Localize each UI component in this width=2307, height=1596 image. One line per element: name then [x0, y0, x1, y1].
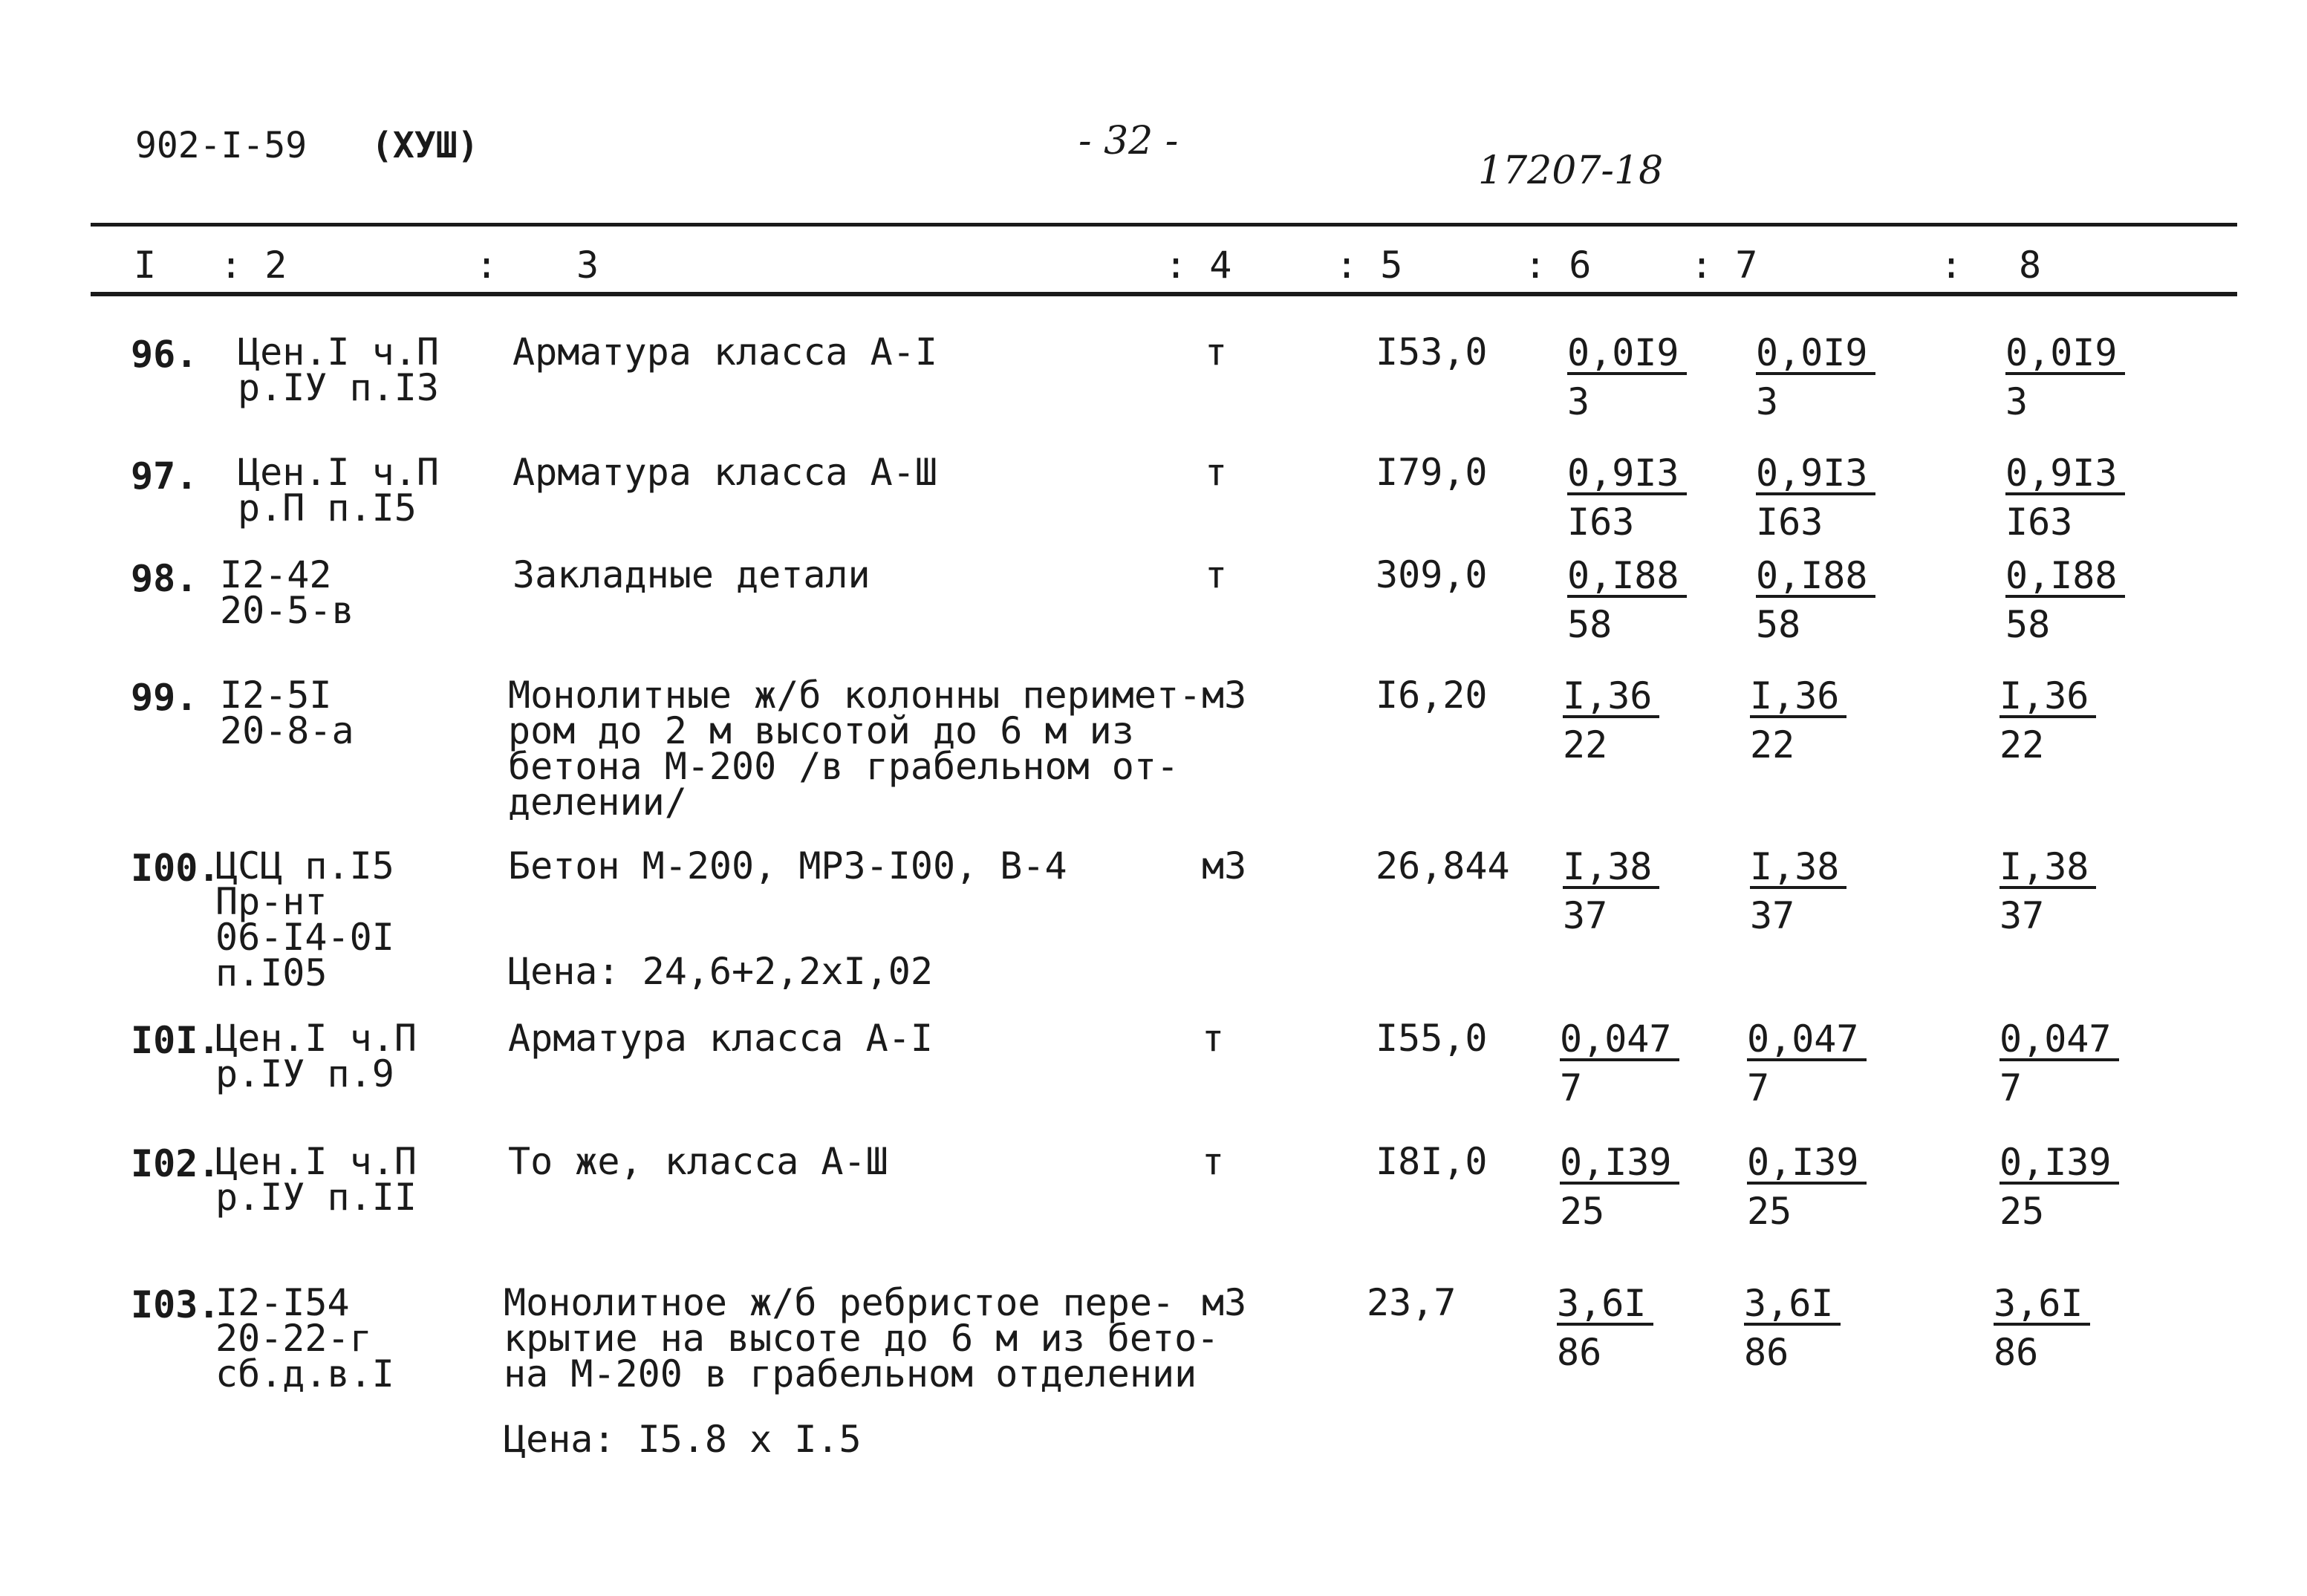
column-separator: : [475, 244, 498, 287]
document-code: 902-I-59 [135, 125, 308, 166]
value-top: 0,I39 [1560, 1143, 1679, 1185]
value-bottom: I63 [2005, 501, 2073, 544]
price-reference: Цен.I ч.П р.П п.I5 [238, 451, 439, 530]
value-top: 0,I88 [2005, 556, 2125, 598]
document-suffix: (ХУШ) [371, 125, 479, 166]
price-note: Цена: I5.8 х I.5 [504, 1418, 862, 1461]
column-8-value [1999, 845, 2096, 938]
value-top: I,36 [1750, 677, 1846, 718]
value-top: 0,047 [1747, 1020, 1867, 1061]
value-top: I,38 [1999, 847, 2096, 889]
value-top: 0,047 [1999, 1020, 2119, 1061]
price-reference: Цен.I ч.П р.IУ п.I3 [238, 330, 439, 409]
column-6-value [1563, 845, 1659, 938]
item-description: Бетон М-200, МРЗ-I00, В-4 [508, 844, 1067, 887]
value-bottom: 22 [1563, 723, 1608, 766]
quantity: I53,0 [1376, 330, 1488, 374]
table-header-rule [91, 292, 2237, 296]
value-bottom: 58 [1567, 603, 1613, 646]
quantity: I6,20 [1376, 674, 1488, 717]
value-bottom: 22 [1999, 723, 2045, 766]
table-top-rule [91, 223, 2237, 227]
quantity: I8I,0 [1376, 1140, 1488, 1183]
column-6-value [1560, 1141, 1679, 1234]
column-8-value [1999, 674, 2096, 767]
value-top: 0,I39 [1747, 1143, 1867, 1185]
unit: м3 [1202, 844, 1247, 887]
row-number: 99. [131, 676, 198, 719]
value-top: 0,047 [1560, 1020, 1679, 1061]
item-description: Монолитные ж/б колонны перимет- ром до 2 м высотой до 6 м из бетона М-200 /в грабельном от- делении/ [508, 674, 1202, 824]
handwritten-reference: 17207-18 [1478, 149, 1664, 193]
page-number: - 32 - [1078, 119, 1179, 163]
value-top: 0,9I3 [1567, 454, 1687, 495]
value-bottom: 25 [1999, 1190, 2045, 1233]
column-7-value [1756, 452, 1875, 544]
value-bottom: 7 [1747, 1066, 1770, 1110]
row-number: I00. [131, 847, 221, 890]
price-reference: I2-5I 20-8-а [220, 674, 354, 752]
price-reference: Цен.I ч.П р.IУ п.II [215, 1140, 417, 1219]
value-top: 0,0I9 [1756, 333, 1875, 375]
value-bottom: 3 [1756, 380, 1779, 423]
quantity: I55,0 [1376, 1017, 1488, 1060]
item-description: Монолитное ж/б ребристое пере- крытие на высоте до 6 м из бето- на М-200 в грабельном отделении [504, 1281, 1220, 1395]
unit: м3 [1202, 1281, 1247, 1324]
quantity: 23,7 [1367, 1281, 1457, 1324]
value-top: 0,I88 [1567, 556, 1687, 598]
value-top: I,38 [1750, 847, 1846, 889]
column-6-value [1560, 1017, 1679, 1110]
column-7-value [1756, 554, 1875, 647]
column-header-7: : 7 [1691, 244, 1758, 287]
column-header-5: : 5 [1335, 244, 1403, 287]
value-top: 0,9I3 [2005, 454, 2125, 495]
column-7-value [1750, 674, 1846, 767]
column-8-value [1994, 1282, 2090, 1375]
column-6-value [1563, 674, 1659, 767]
value-top: 0,0I9 [1567, 333, 1687, 375]
value-top: 3,6I [1744, 1284, 1841, 1326]
unit: т [1205, 553, 1228, 596]
value-bottom: 37 [1563, 894, 1608, 937]
quantity: 26,844 [1376, 844, 1510, 887]
item-description: Арматура класса А-Ш [513, 451, 937, 494]
column-7-value [1750, 845, 1846, 938]
column-7-value [1744, 1282, 1841, 1375]
item-description: Арматура класса А-I [508, 1017, 933, 1060]
column-8-value [1999, 1017, 2119, 1110]
value-top: I,38 [1563, 847, 1659, 889]
value-bottom: I63 [1756, 501, 1823, 544]
value-bottom: 37 [1999, 894, 2045, 937]
row-number: I03. [131, 1283, 221, 1326]
value-bottom: I63 [1567, 501, 1635, 544]
unit: т [1205, 330, 1228, 374]
quantity: I79,0 [1376, 451, 1488, 494]
column-separator: : [1940, 244, 1963, 287]
row-number: I02. [131, 1142, 221, 1185]
value-top: 0,9I3 [1756, 454, 1875, 495]
column-7-value [1756, 331, 1875, 424]
value-bottom: 3 [1567, 380, 1590, 423]
column-7-value [1747, 1141, 1867, 1234]
value-bottom: 86 [1994, 1331, 2039, 1374]
item-description: Арматура класса А-I [513, 330, 937, 374]
column-header-3: 3 [576, 244, 599, 287]
row-number: 97. [131, 455, 198, 498]
column-8-value [2005, 554, 2125, 647]
value-top: 3,6I [1557, 1284, 1653, 1326]
unit: т [1205, 451, 1228, 494]
row-number: 96. [131, 333, 198, 376]
item-description: То же, класса А-Ш [508, 1140, 888, 1183]
quantity: 309,0 [1376, 553, 1488, 596]
column-header-2: : 2 [220, 244, 287, 287]
value-bottom: 25 [1560, 1190, 1605, 1233]
price-reference: I2-42 20-5-в [220, 553, 354, 632]
value-bottom: 25 [1747, 1190, 1792, 1233]
price-reference: ЦСЦ п.I5 Пр-нт 06-I4-0I п.I05 [215, 844, 394, 994]
value-bottom: 58 [1756, 603, 1801, 646]
column-header-1: I [134, 244, 157, 287]
value-bottom: 7 [1560, 1066, 1583, 1110]
column-8-value [1999, 1141, 2119, 1234]
value-top: 0,I39 [1999, 1143, 2119, 1185]
item-description: Закладные детали [513, 553, 871, 596]
value-bottom: 86 [1744, 1331, 1789, 1374]
value-bottom: 22 [1750, 723, 1795, 766]
row-number: I0I. [131, 1019, 221, 1062]
value-bottom: 86 [1557, 1331, 1602, 1374]
price-reference: Цен.I ч.П р.IУ п.9 [215, 1017, 417, 1095]
value-top: I,36 [1999, 677, 2096, 718]
column-6-value [1557, 1282, 1653, 1375]
column-6-value [1567, 331, 1687, 424]
column-6-value [1567, 554, 1687, 647]
value-bottom: 58 [2005, 603, 2051, 646]
value-bottom: 3 [2005, 380, 2028, 423]
column-6-value [1567, 452, 1687, 544]
value-bottom: 7 [1999, 1066, 2023, 1110]
column-header-4: : 4 [1165, 244, 1232, 287]
value-top: 0,0I9 [2005, 333, 2125, 375]
value-top: 3,6I [1994, 1284, 2090, 1326]
column-8-value [2005, 331, 2125, 424]
price-note: Цена: 24,6+2,2хI,02 [508, 950, 933, 993]
value-top: 0,I88 [1756, 556, 1875, 598]
column-header-8: 8 [2019, 244, 2042, 287]
unit: м3 [1202, 674, 1247, 717]
price-reference: I2-I54 20-22-г сб.д.в.I [215, 1281, 394, 1395]
value-bottom: 37 [1750, 894, 1795, 937]
unit: т [1202, 1140, 1225, 1183]
value-top: I,36 [1563, 677, 1659, 718]
column-7-value [1747, 1017, 1867, 1110]
column-header-6: : 6 [1524, 244, 1592, 287]
unit: т [1202, 1017, 1225, 1060]
row-number: 98. [131, 557, 198, 600]
column-8-value [2005, 452, 2125, 544]
